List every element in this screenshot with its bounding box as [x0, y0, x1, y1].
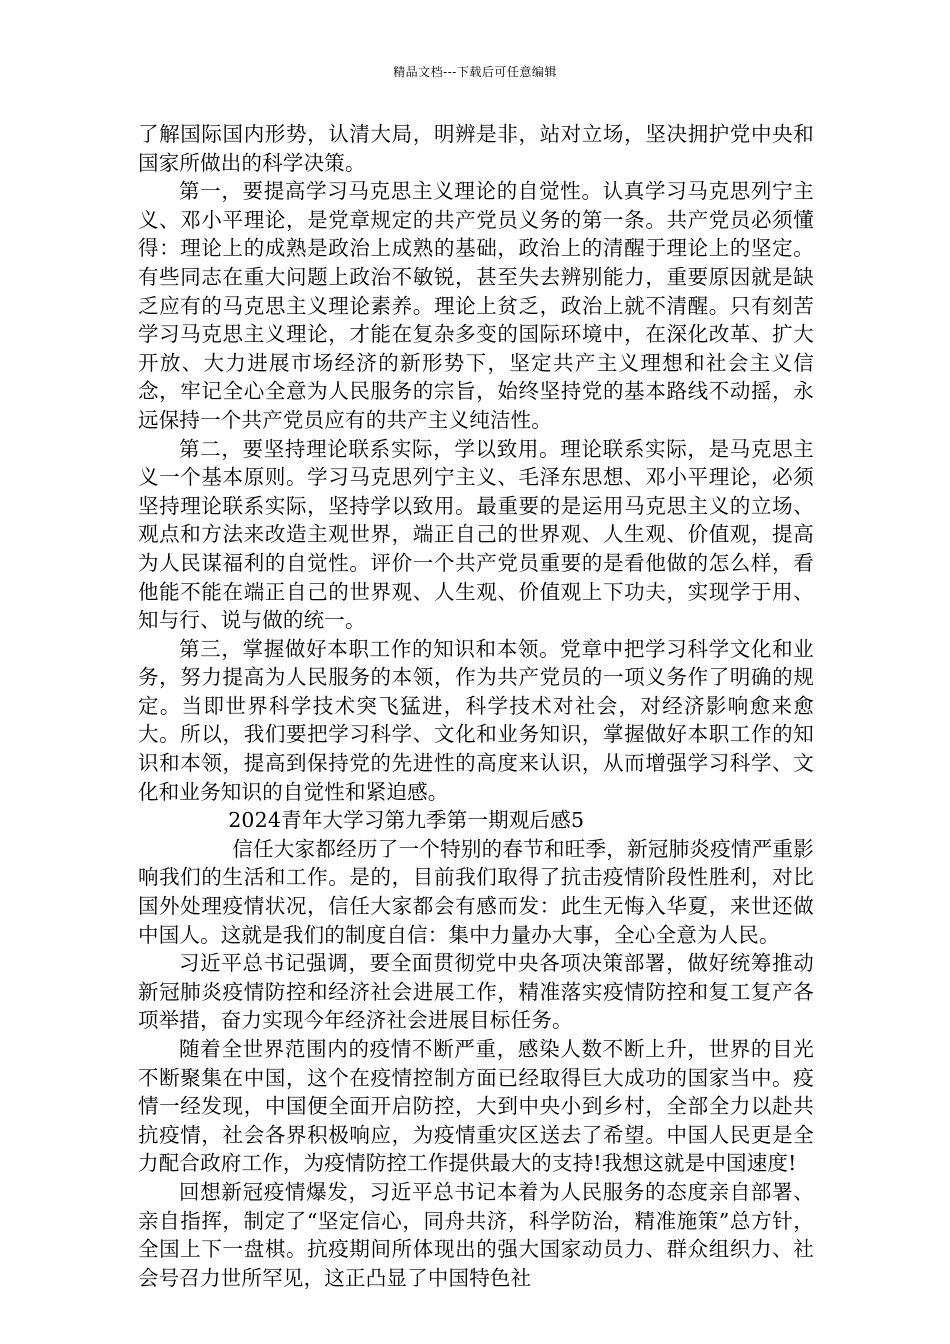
document-body — [138, 120, 814, 1292]
paragraph-point-three: 第三，掌握做好本职工作的知识和本领。党章中把学习科学文化和业务，努力提高为人民服务的本领，作为共产党员的一项义务作了明确的规定。当即世界科学技术突飞猛进，科学技术对社会，对经济影响愈来愈大。所以，我们要把学习科学、文化和业务知识，掌握做好本职工作的知识和本领，提高到保持党的先进性的高度来认识，从而增强学习科学、文化和业务知识的自觉性和紧迫感。 — [138, 636, 814, 804]
paragraph-recall: 回想新冠疫情爆发，习近平总书记本着为人民服务的态度亲自部署、亲自指挥，制定了“坚定信心，同舟共济，科学防治，精准施策”总方针，全国上下一盘棋。抗疫期间所体现出的强大国家动员力、群众组织力、社会号召力世所罕见，这正凸显了中国特色社 — [138, 1179, 814, 1290]
paragraph-point-two: 第二，要坚持理论联系实际，学以致用。理论联系实际，是马克思主义一个基本原则。学习马克思列宁主义、毛泽东思想、邓小平理论，必须坚持理论联系实际，坚持学以致用。最重要的是运用马克思主义的立场、观点和方法来改造主观世界，端正自己的世界观、人生观、价值观，提高为人民谋福利的自觉性。评价一个共产党员重要的是看他做的怎么样，看他能不能在端正自己的世界观、人生观、价值观上下功夫，实现学于用、知与行、说与做的统一。 — [138, 436, 814, 633]
paragraph-point-one: 第一，要提高学习马克思主义理论的自觉性。认真学习马克思列宁主义、邓小平理论，是党章规定的共产党员义务的第一条。共产党员必须懂得：理论上的成熟是政治上成熟的基础，政治上的清醒于理论上的坚定。有些同志在重大问题上政治不敏锐，甚至失去辨别能力，重要原因就是缺乏应有的马克思主义理论素养。理论上贫乏，政治上就不清醒。只有刻苦学习马克思主义理论，才能在复杂多变的国际环境中，在深化改革、扩大开放、大力进展市场经济的新形势下，坚定共产主义理想和社会主义信念，牢记全心全意为人民服务的宗旨，始终坚持党的基本路线不动摇，永远保持一个共产党员应有的共产主义纯洁性。 — [138, 179, 814, 432]
paragraph-continuation: 了解国际国内形势，认清大局，明辨是非，站对立场，坚决拥护党中央和国家所做出的科学决策。 — [138, 122, 814, 175]
paragraph-global: 随着全世界范围内的疫情不断严重，感染人数不断上升，世界的目光不断聚集在中国，这个在疫情控制方面已经取得巨大成功的国家当中。疫情一经发现，中国便全面开启防控，大到中央小到乡村，全部全力以赴共抗疫情，社会各界积极响应，为疫情重灾区送去了希望。中国人民更是全力配合政府工作，为疫情防控工作提供最大的支持!我想这就是中国速度! — [138, 1037, 814, 1176]
paragraph-quote: 习近平总书记强调，要全面贯彻党中央各项决策部署，做好统筹推动新冠肺炎疫情防控和经济社会进展工作，精准落实疫情防控和复工复产各项举措，奋力实现今年经济社会进展目标任务。 — [138, 951, 814, 1033]
page-header: 精品文档---下载后可任意编辑 — [393, 65, 557, 79]
paragraph-intro: 信任大家都经历了一个特别的春节和旺季，新冠肺炎疫情严重影响我们的生活和工作。是的，目前我们取得了抗击疫情阶段性胜利，对比国外处理疫情状况，信任大家都会有感而发：此生无悔入华夏，来世还做中国人。这就是我们的制度自信：集中力量办大事，全心全意为人民。 — [138, 836, 814, 947]
section-heading: 2024青年大学习第九季第一期观后感5 — [228, 808, 585, 833]
